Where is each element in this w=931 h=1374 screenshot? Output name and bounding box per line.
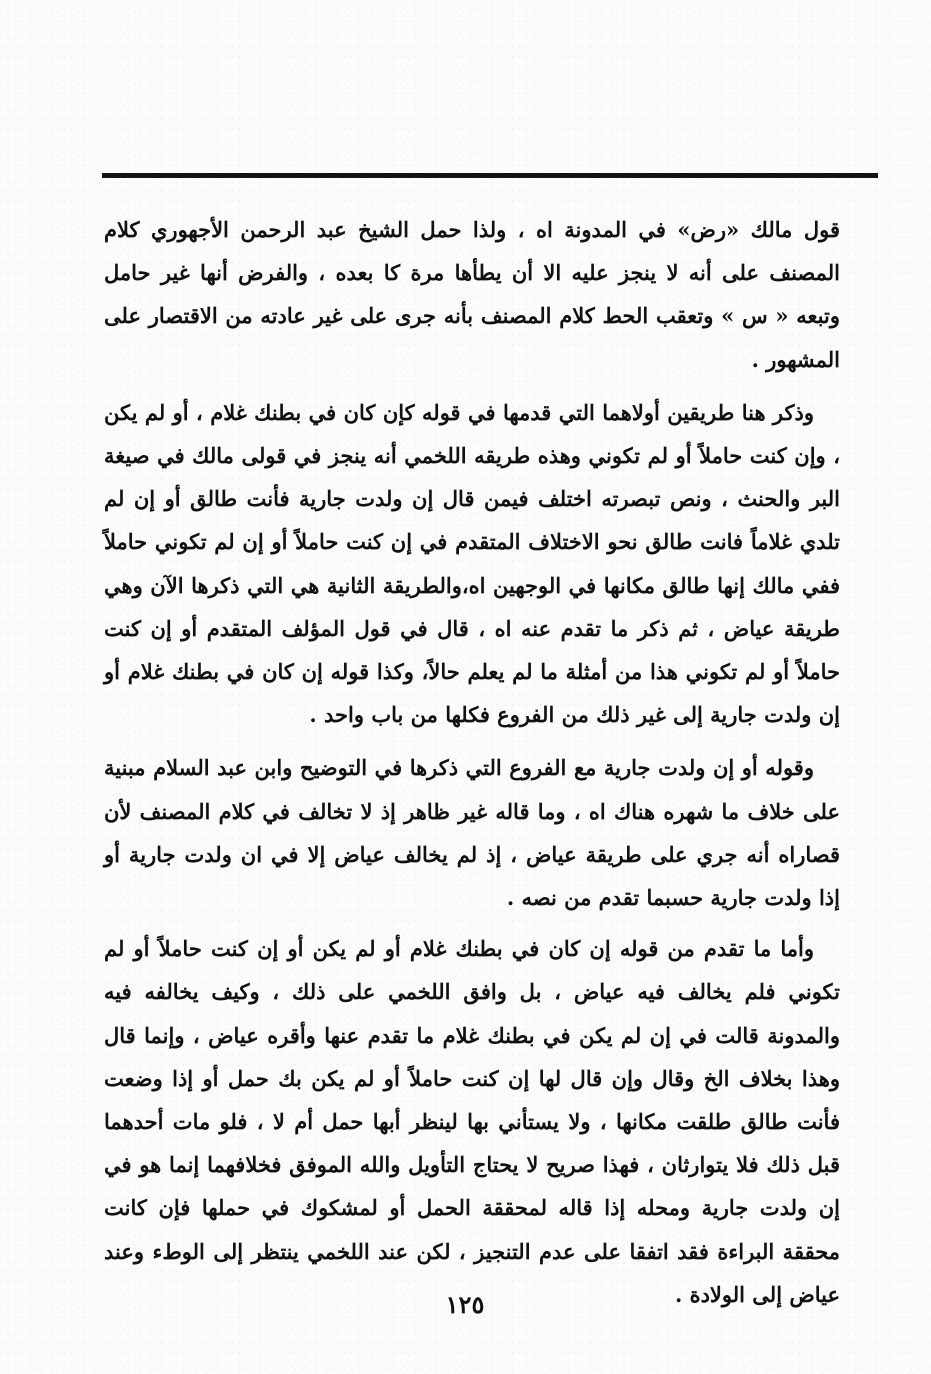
body-text	[104, 208, 840, 1316]
page-number: ١٢٥	[445, 1290, 485, 1319]
paragraph-3: وقوله أو إن ولدت جارية مع الفروع التي ذكرها في التوضيح وابن عبد السلام مبنية على خلاف ما شهره هناك اه ، وما قاله غير ظاهر إذ لا تخالف في كلام المصنف لأن قصاراه أنه جري على طريقة عياض ، إذ لم يخالف عياض إلا في ان ولدت جارية أو إذا ولدت جارية حسبما تقدم من نصه .	[104, 755, 840, 911]
paragraph-2: وذكر هنا طريقين أولاهما التي قدمها في قوله كإن كان في بطنك غلام ، أو لم يكن ، وإن كنت حاملاً أو لم تكوني وهذه طريقه اللخمي أنه ينجز في قولى مالك في صيغة البر والحنث ، ونص تبصرته اختلف فيمن قال إن ولدت جارية فأنت طالق أو إن لم تلدي غلاماً فانت طالق نحو الاختلاف المتقدم في إن كنت حاملاً أو إن لم تكوني حاملاً ففي مالك إنها طالق مكانها في الوجهين اه،والطريقة الثانية هي التي ذكرها الآن وهي طريقة عياض ، ثم ذكر ما تقدم عنه اه ، قال في قول المؤلف المتقدم أو إن كنت حاملاً أو لم تكوني هذا من أمثلة ما لم يعلم حالاً، وكذا قوله إن كان في بطنك غلام أو إن ولدت جارية إلى غير ذلك من الفروع فكلها من باب واحد .	[104, 399, 840, 728]
header-rule	[102, 173, 878, 178]
paragraph-1: قول مالك «رض» في المدونة اه ، ولذا حمل الشيخ عبد الرحمن الأجهوري كلام المصنف على أنه لا ينجز عليه الا أن يطأها مرة كا بعده ، والفرض أنها غير حامل وتبعه « س » وتعقب الحط كلام المصنف بأنه جرى على غير عادته من الاقتصار على المشهور .	[104, 217, 840, 372]
paragraph-4: وأما ما تقدم من قوله إن كان في بطنك غلام أو لم يكن أو إن كنت حاملاً أو لم تكوني فلم يخالف فيه عياض ، بل وافق اللخمي على ذلك ، وكيف يخالفه فيه والمدونة قالت في إن لم يكن في بطنك غلام ما تقدم عنها وأقره عياض ، وإنما قال وهذا بخلاف الخ وقال وإن قال لها إن كنت حاملاً أو لم يكن بك حمل أو إذا وضعت فأنت طالق طلقت مكانها ، ولا يستأني بها لينظر أبها حمل أم لا ، فلو مات أحدهما قبل ذلك فلا يتوارثان ، فهذا صريح لا يحتاج التأويل والله الموفق فخلافهما إنما هو في إن ولدت جارية ومحله إذا قاله لمحققة الحمل أو لمشكوك في حملها فإن كانت محققة البراءة فقد اتفقا على عدم التنجيز ، لكن عند اللخمي ينتظر إلى الوطء وعند عياض إلى الولادة .	[104, 936, 840, 1307]
